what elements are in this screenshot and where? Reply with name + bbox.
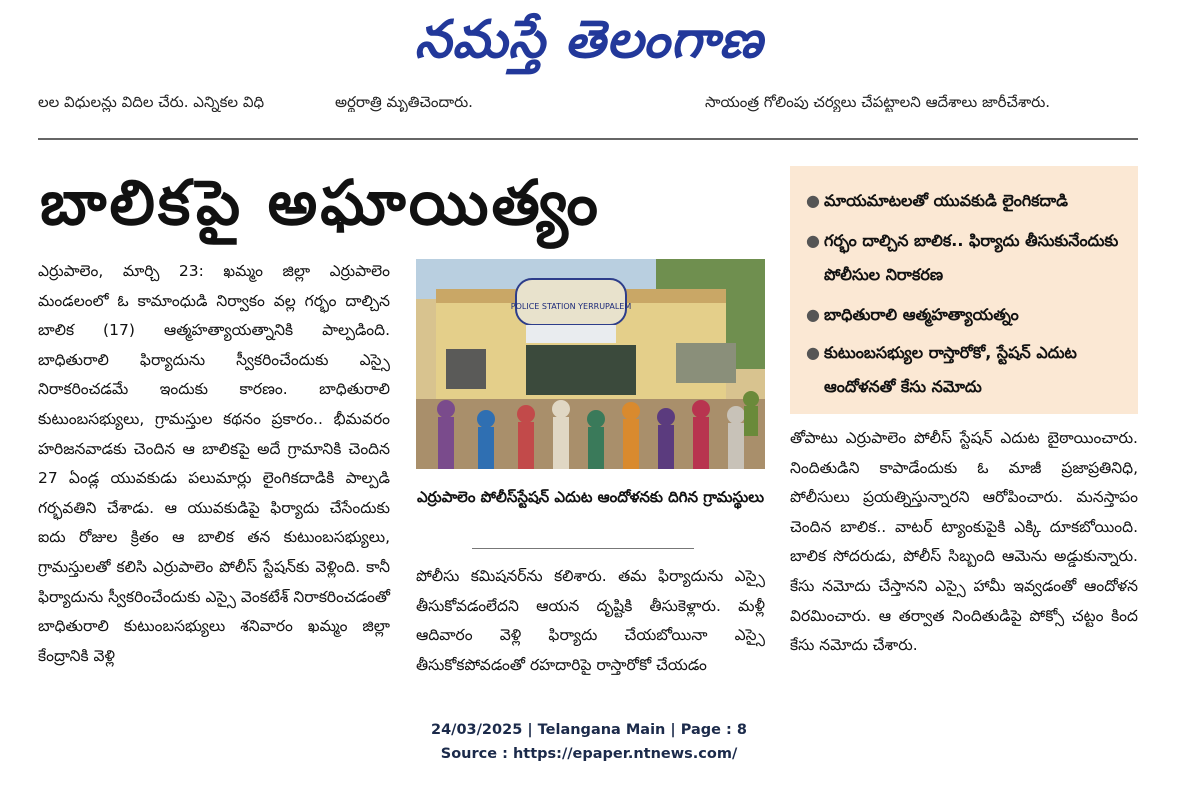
bullet-icon: ●: [806, 191, 820, 210]
bullet-icon: ●: [806, 343, 820, 362]
article-text: ఎర్రుపాలెం, మార్చి 23: ఖమ్మం జిల్లా ఎర్రుపాలెం మండలంలో ఓ కామాంధుడి నిర్వాకం వల్ల గర్భం దాల్చిన బాలిక (17) ఆత్మహత్యాయత్నానికి పాల్పడింది. బాధితురాలి ఫిర్యాదును స్వీకరించేందుకు ఎస్సై నిరాకరించడమే ఇందుకు కారణం. బాధితురాలి కుటుంబసభ్యులు, గ్రామస్తుల కథనం ప్రకారం.. భీమవరం హరిజనవాడకు చెందిన ఆ బాలికపై అదే గ్రామానికి చెందిన 27 ఏండ్ల యువకుడు పలుమార్లు లైంగికదాడికి పాల్పడి గర్భవతిని చేశాడు. ఆ యువకుడిపై ఫిర్యాదు చేసేందుకు ఐదు రోజుల క్రితం ఆ బాలిక తన కుటుంబసభ్యులు, గ్రామస్తులతో కలిసి ఎర్రుపాలెం పోలీస్ స్టేషన్‌కు వెళ్లింది. కానీ ఫిర్యాదును స్వీకరించేందుకు ఎస్సై వెంకటేశ్ నిరాకరించడంతో బాధితురాలి కుటుంబసభ్యులు శనివారం ఖమ్మం జిల్లా కేంద్రానికి వెళ్లి: [38, 262, 390, 665]
previous-article-fragment-2: అర్థరాత్రి మృతిచెందారు.: [335, 93, 473, 111]
highlight-item: [806, 336, 1132, 404]
news-photo: [416, 259, 765, 469]
bullet-icon: ●: [806, 305, 820, 324]
footer-date-page: 24/03/2025 | Telangana Main | Page : 8: [430, 722, 747, 738]
article-column-1: [38, 257, 390, 687]
photo-illustration: [416, 259, 765, 469]
police-station-sign: POLICE STATION YERRUPALEM: [510, 302, 632, 311]
highlight-text: మాయమాటలతో యువకుడి లైంగికదాడి: [824, 191, 1068, 210]
highlight-item: [806, 298, 1132, 332]
highlight-item: [806, 224, 1132, 292]
previous-article-fragment-1: లల విధులన్లు విదిల చేరు. ఎన్నికల విధి: [38, 93, 265, 111]
footer-source: Source : https://epaper.ntnews.com/: [440, 746, 738, 762]
highlight-text: బాధితురాలి ఆత్మహత్యాయత్నం: [824, 305, 1019, 324]
article-column-2: [416, 562, 765, 680]
highlight-item: [806, 184, 1132, 218]
highlights-box: [790, 166, 1138, 414]
article-column-3: [790, 424, 1138, 684]
highlight-text: కుటుంబసభ్యుల రాస్తారోకో, స్టేషన్ ఎదుట ఆందోళనతో కేసు నమోదు: [824, 343, 1077, 396]
caption-divider: [472, 548, 694, 549]
section-divider: [38, 138, 1138, 140]
article-text: పోలీసు కమిషనర్‌ను కలిశారు. తమ ఫిర్యాదును ఎస్సై తీసుకోవడంలేదని ఆయన దృష్టికి తీసుకెళ్లారు. మళ్లీ ఆదివారం వెళ్లి ఫిర్యాదు చేయబోయినా ఎస్సై తీసుకోకపోవడంతో రహదారిపై రాస్తారోకో చేయడం: [416, 567, 765, 674]
highlight-text: గర్భం దాల్చిన బాలిక.. ఫిర్యాదు తీసుకునేందుకు పోలీసుల నిరాకరణ: [824, 231, 1119, 284]
article-text: తోపాటు ఎర్రుపాలెం పోలీస్ స్టేషన్ ఎదుట బైఠాయించారు. నిందితుడిని కాపాడేందుకు ఓ మాజీ ప్రజాప్రతినిధి, పోలీసులు ప్రయత్నిస్తున్నారని ఆరోపించారు. మనస్తాపం చెందిన బాలిక.. వాటర్ ట్యాంకుపైకి ఎక్కి దూకబోయింది. బాలిక సోదరుడు, పోలీస్ సిబ్బంది ఆమెను అడ్డుకున్నారు. కేసు నమోదు చేస్తానని ఎస్సై హామీ ఇవ్వడంతో ఆందోళన విరమించారు. ఆ తర్వాత నిందితుడిపై పోక్సో చట్టం కింద కేసు నమోదు చేశారు.: [790, 429, 1138, 655]
newspaper-masthead: [0, 6, 1178, 74]
masthead-title: నమస్తే తెలంగాణ: [414, 10, 764, 70]
photo-caption: ఎర్రుపాలెం పోలీస్‌స్టేషన్ ఎదుట ఆందోళనకు దిగిన గ్రామస్థులు: [416, 488, 765, 506]
bullet-icon: ●: [806, 231, 820, 250]
article-headline: బాలికపై అఘాయిత్యం: [40, 166, 601, 239]
previous-article-fragment-3: సాయంత్ర గోలింపు చర్యలు చేపట్టాలని ఆదేశాలు జారీచేశారు.: [705, 93, 1051, 111]
